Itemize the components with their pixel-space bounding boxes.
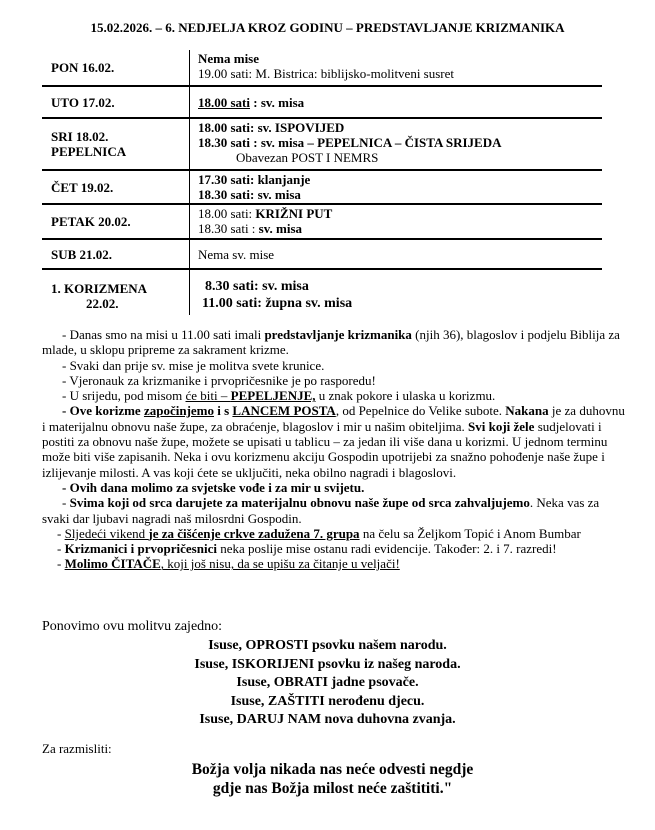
notice-item: - Svaki dan prije sv. mise je molitva svete krunice. xyxy=(62,357,325,373)
notice-item: - Molimo ČITAČE, koji još nisu, da se upišu za čitanje u veljači! xyxy=(57,556,400,572)
notice-item: - U srijedu, pod misom će biti – PEPELJENJE, u znak pokore i ulaska u korizmu. xyxy=(62,388,496,404)
schedule-line: Nema sv. mise xyxy=(198,246,275,262)
schedule-line: 18.00 sati: KRIŽNI PUT xyxy=(198,206,333,221)
schedule-line: 17.30 sati: klanjanje xyxy=(198,172,311,187)
prayer-intro: Ponovimo ovu molitvu zajedno: xyxy=(42,619,223,634)
schedule-row xyxy=(42,239,602,269)
schedule-day xyxy=(42,118,190,170)
notice-item: - Krizmanici i prvopričesnici neka poslije mise ostanu radi evidencije. Također: 2. i 7. razredi! xyxy=(57,541,557,557)
schedule-line: : sv. misa xyxy=(250,94,305,110)
reflection-quote xyxy=(0,760,655,798)
notices xyxy=(42,327,628,572)
prayer-line: Isuse, OPROSTI psovku našem narodu. xyxy=(208,638,447,653)
schedule-info xyxy=(190,239,603,269)
prayer-line: Isuse, DARUJ NAM nova duhovna zvanja. xyxy=(199,712,456,727)
reflection-label: Za razmisliti: xyxy=(42,741,112,756)
schedule-info xyxy=(190,269,603,315)
schedule-line: Obavezan POST I NEMRS xyxy=(236,150,379,165)
quote-line: gdje nas Božja milost neće zaštititi." xyxy=(212,780,453,797)
schedule-row xyxy=(42,50,602,86)
schedule-row xyxy=(42,86,602,118)
schedule-day-line: 22.02. xyxy=(86,295,119,311)
schedule-line: 18.30 sati : sv. misa xyxy=(198,221,303,236)
notice-item: - Svima koji od srca darujete za materijalnu obnovu naše župe od srca zahvaljujemo. Neka vas za svaki dar ljubavi nagradi naš milosrdni Gospodin. xyxy=(42,495,600,526)
schedule-day: UTO 17.02. xyxy=(42,86,190,118)
schedule-row xyxy=(42,204,602,239)
prayer-line: Isuse, OBRATI jadne psovače. xyxy=(236,675,419,690)
schedule-line: 18.00 sati: sv. ISPOVIJED xyxy=(198,120,345,135)
schedule-info xyxy=(190,86,603,118)
schedule-day-line: 1. KORIZMENA xyxy=(51,280,148,296)
schedule-row xyxy=(42,118,602,170)
schedule-line: 11.00 sati: župna sv. misa xyxy=(202,296,353,311)
schedule-line: 19.00 sati: M. Bistrica: biblijsko-molitveni susret xyxy=(198,66,455,81)
schedule-line: Nema mise xyxy=(198,51,260,66)
schedule-day: PETAK 20.02. xyxy=(42,204,190,239)
schedule-day xyxy=(42,269,190,315)
schedule-day: PON 16.02. xyxy=(42,50,190,86)
notice-item: - Vjeronauk za krizmanike i prvopričesnike je po rasporedu! xyxy=(62,372,376,388)
schedule-info xyxy=(190,204,603,239)
notice-item: - Ovih dana molimo za svjetske vođe i za mir u svijetu. xyxy=(62,479,365,495)
prayer xyxy=(0,637,655,730)
notice-item: - Sljedeći vikend je za čišćenje crkve zadužena 7. grupa na čelu sa Željkom Topić i Anom Bumbar xyxy=(57,525,581,541)
quote-line: Božja volja nikada nas neće odvesti negdje xyxy=(191,761,474,778)
schedule-day: ČET 19.02. xyxy=(42,170,190,204)
schedule-row xyxy=(42,170,602,204)
schedule-line: 18.30 sati : sv. misa – PEPELNICA – ČISTA SRIJEDA xyxy=(198,135,502,150)
mass-schedule-table xyxy=(42,50,602,315)
prayer-line: Isuse, ZAŠTITI nerođenu djecu. xyxy=(230,693,425,709)
schedule-info xyxy=(190,118,603,170)
schedule-info xyxy=(190,170,603,204)
notice-item: - Danas smo na misi u 11.00 sati imali predstavljanje krizmanika (njih 36), blagoslov i podjelu Biblija za mlade, u sklopu pripreme za sakrament krizme. xyxy=(42,327,620,358)
schedule-row xyxy=(42,269,602,315)
schedule-info xyxy=(190,50,603,86)
prayer-line: Isuse, ISKORIJENI psovku iz našeg naroda. xyxy=(194,656,461,672)
schedule-line: 8.30 sati: sv. misa xyxy=(205,279,309,294)
schedule-day: SUB 21.02. xyxy=(42,239,190,269)
notice-item: - Ove korizme započinjemo i s LANCEM POSTA, od Pepelnice do Velike subote. Nakana je za duhovnu i materijalnu obnovu naše župe, za obraćenje, blagoslov i mir u našim obiteljima. Svi koji žele sudjelovati i postiti za obnovu naše župe, možete se upisati u tablicu – za jedan ili više dana u korizmi. U jednom terminu može biti više zapisanih. Neka i ovu korizmenu akciju Gospodin upotrijebi za snažno pohođenje naše župe i izlijevanje milosti. A vas koji ćete se uključiti, neka obilno nagradi i blagoslovi. xyxy=(42,403,625,480)
schedule-day-line: SRI 18.02. xyxy=(51,129,109,144)
schedule-line: 18.30 sati: sv. misa xyxy=(198,187,301,202)
schedule-day-line: PEPELNICA xyxy=(51,144,127,159)
schedule-time: 18.00 sati xyxy=(198,94,250,110)
page-title: 15.02.2026. – 6. NEDJELJA KROZ GODINU – PREDSTAVLJANJE KRIZMANIKA xyxy=(90,20,565,35)
